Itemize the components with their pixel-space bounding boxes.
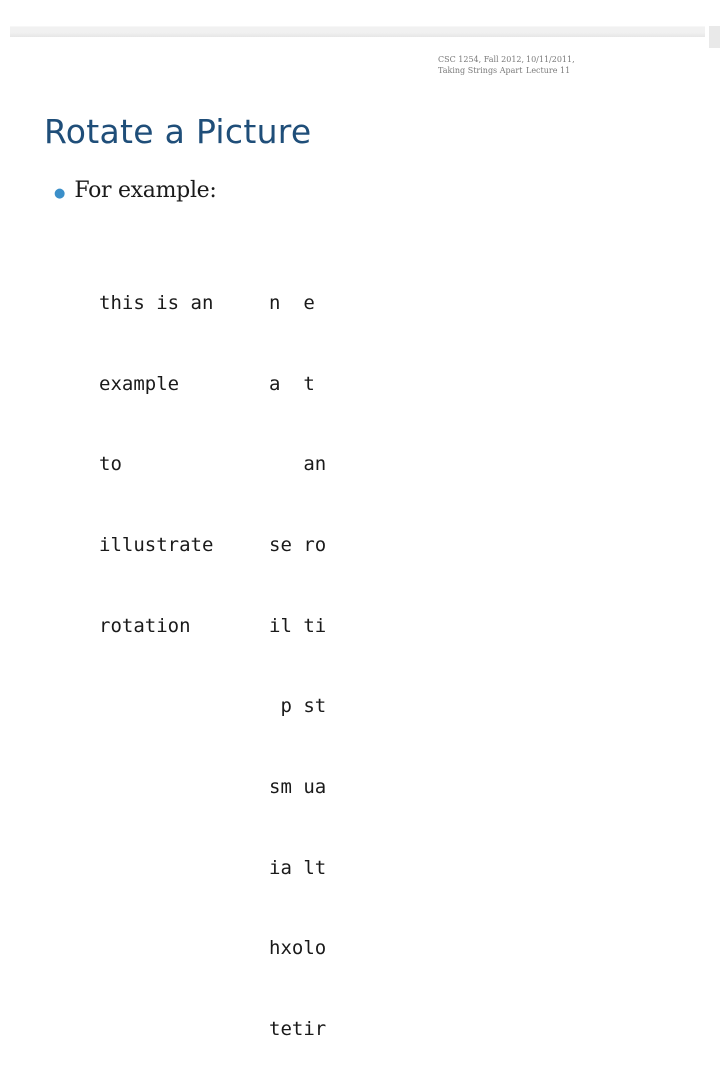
top-band [0, 0, 720, 24]
rotated-line: il ti [269, 614, 327, 637]
rotated-line: tetir [269, 1018, 327, 1041]
course-info [438, 54, 528, 76]
date-info-line: 10/11/2011, [526, 55, 575, 64]
rotated-line: hxolo [269, 937, 327, 960]
original-line: illustrate [99, 533, 214, 556]
slide-title: Rotate a Picture [44, 112, 312, 151]
course-info-line: Taking Strings Apart [438, 66, 523, 75]
rotated-line: a t [269, 372, 315, 395]
course-info-line: CSC 1254, Fall 2012, [438, 55, 525, 64]
page-number: 28 [676, 4, 696, 22]
bullet-icon: ● [54, 186, 66, 201]
original-picture [99, 236, 213, 666]
original-line: this is an [99, 291, 214, 314]
bullet-text: For example: [74, 178, 217, 203]
rotated-picture [269, 236, 326, 1070]
original-line: example [99, 372, 180, 395]
bullet-item [54, 178, 217, 203]
date-info-line: Lecture 11 [526, 66, 571, 75]
rotated-line: sm ua [269, 776, 327, 799]
rotated-line: ia lt [269, 856, 327, 879]
original-line: rotation [99, 614, 191, 637]
header-rule-cap [709, 26, 720, 48]
rotated-line: se ro [269, 533, 327, 556]
header-rule [10, 26, 705, 37]
rotated-line: p st [269, 695, 327, 718]
rotated-line: n e [269, 291, 315, 314]
rotated-line: an [269, 453, 327, 476]
original-line: to [99, 453, 122, 476]
date-info [526, 54, 586, 76]
